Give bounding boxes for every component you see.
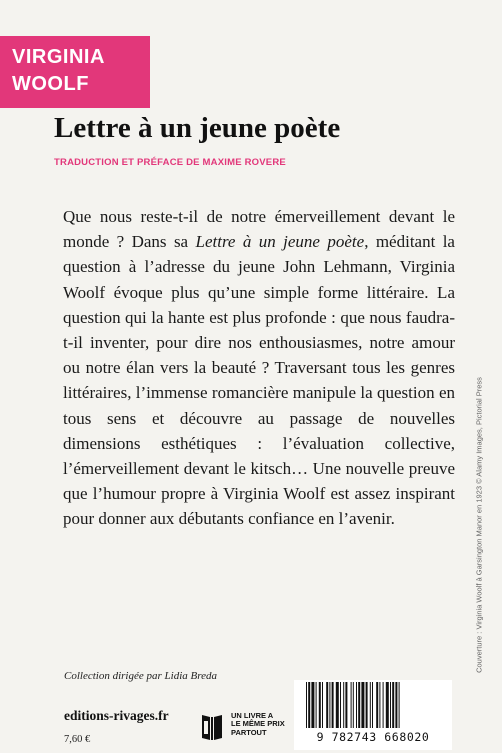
barcode-icon — [306, 682, 440, 730]
cover-credit-text: Couverture : Virginia Woolf à Garsington Manor en 1923 © Alamy Images, Pictorial Press — [474, 377, 484, 673]
back-cover-blurb — [63, 204, 455, 532]
price: 7,60 € — [64, 734, 91, 745]
collection-director: Collection dirigée par Lidia Breda — [64, 670, 217, 682]
book-law-line-2: LE MÊME PRIX — [231, 719, 285, 729]
isbn-barcode — [294, 680, 452, 750]
author-box — [0, 36, 150, 108]
translator-credit: TRADUCTION ET PRÉFACE DE MAXIME ROVERE — [54, 157, 286, 168]
publisher-website: editions-rivages.fr — [64, 708, 169, 723]
blurb-text-end: , méditant la question à l’adresse du jeune John Lehmann, Virginia Woolf évoque plus qu’une simple forme littéraire. La question qui la hante est plus profonde : que nous faudra-t-il inventer, pour dire nos enthousiasmes, notre amour ou notre élan vers la beauté ? Traversant tous les genres littéraires, l’immense romancière manipule la question en tous sens et découvre au passage de nouvelles dimensions esthétiques : l’évaluation collective, l’émerveillement devant le kitsch… Une nouvelle preuve que l’humour propre à Virginia Woolf est assez inspirant pour donner aux débutants confiance en l’avenir. — [63, 232, 455, 529]
blurb-text-start: Que nous reste-t-il de notre émerveillement devant le monde ? Dans sa — [63, 207, 455, 252]
book-law-label — [231, 712, 285, 737]
blurb-title-italic: Lettre à un jeune poète — [195, 232, 365, 252]
book-law-line-1: UN LIVRE A — [231, 711, 274, 720]
book-icon — [199, 712, 225, 742]
author-last-name: WOOLF — [12, 73, 89, 95]
cover-credit — [472, 320, 486, 730]
book-title: Lettre à un jeune poète — [54, 112, 341, 144]
author-first-name: VIRGINIA — [12, 46, 105, 68]
isbn-number: 9 782743 668020 — [316, 730, 430, 744]
book-law-line-3: PARTOUT — [231, 727, 267, 737]
blurb-paragraph — [63, 204, 455, 532]
